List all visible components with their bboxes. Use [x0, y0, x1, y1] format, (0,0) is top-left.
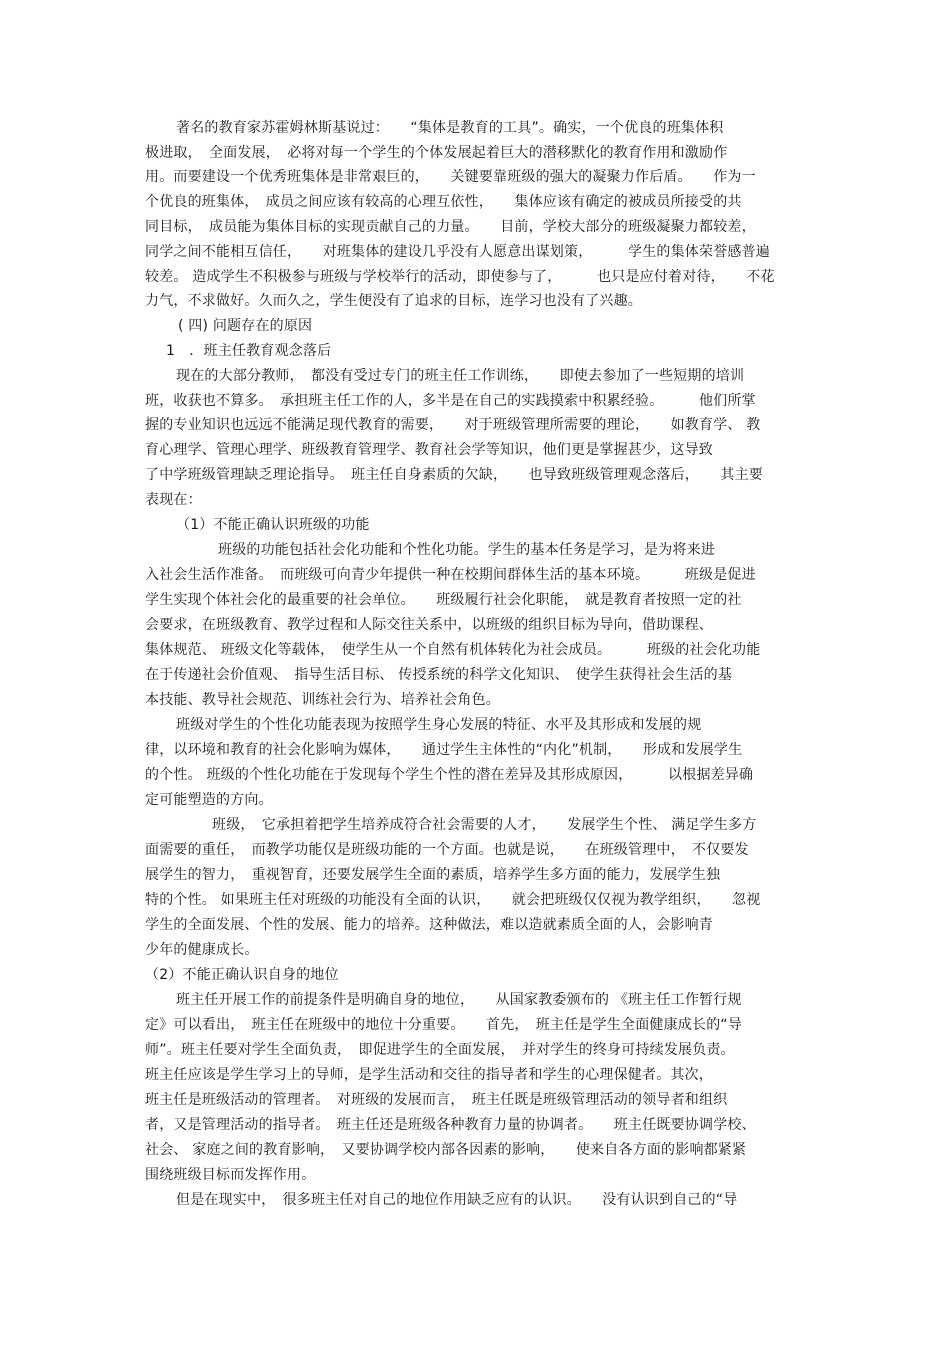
subsection-heading: 1 ．班主任教育观念落后 — [166, 343, 332, 359]
text-line: 本技能、教导社会规范、训练社会行为、培养社会角色。 — [145, 692, 500, 708]
text-line: 了中学班级管理缺乏理论指导。 班主任自身素质的欠缺， 也导致班级管理观念落后， 其主要 — [145, 467, 763, 483]
text-line: 极进取， 全面发展， 必将对每一个学生的个体发展起着巨大的潜移默化的教育作用和激励作 — [145, 145, 728, 161]
text-line: 社会、 家庭之间的教育影响， 又要协调学校内部各因素的影响， 使来自各方面的影响都紧紧 — [145, 1142, 747, 1158]
text-line: 班主任是班级活动的管理者。 对班级的发展而言， 班主任既是班级管理活动的领导者和组织 — [145, 1092, 728, 1108]
text-line: 特的个性。 如果班主任对班级的功能没有全面的认识， 就会把班级仅仅视为教学组织， 忽视 — [145, 892, 761, 908]
text-line: 集体规范、 班级文化等载体， 使学生从一个自然有机体转化为社会成员。 班级的社会化功能 — [145, 642, 761, 658]
text-line: 师”。班主任要对学生全面负责， 即促进学生的全面发展， 并对学生的终身可持续发展负责。 — [145, 1042, 735, 1058]
text-line: 学生实现个体社会化的最重要的社会单位。 班级履行社会化职能， 就是教育者按照一定的社 — [145, 592, 742, 608]
text-line: 入社会生活作准备。 而班级可向青少年提供一种在校期间群体生活的基本环境。 班级是促进 — [145, 567, 756, 583]
text-line: 律，以环境和教育的社会化影响为媒体， 通过学生主体性的“内化”机制， 形成和发展学生 — [145, 742, 743, 758]
text-line: 握的专业知识也远远不能满足现代教育的需要， 对于班级管理所需要的理论， 如教育学、 教 — [145, 417, 761, 433]
text-line: 但是在现实中， 很多班主任对自己的地位作用缺乏应有的认识。 没有认识到自己的“导 — [176, 1192, 738, 1208]
text-line: 展学生的智力， 重视智育，还要发展学生全面的素质，培养学生多方面的能力，发展学生独 — [145, 867, 721, 883]
text-line: 班，收获也不算多。 承担班主任工作的人，多半是在自己的实践摸索中积累经验。 他们所掌 — [145, 393, 756, 409]
text-line: 的个性。 班级的个性化功能在于发现每个学生个性的潜在差异及其形成原因， 以根据差异确 — [145, 767, 754, 783]
text-line: 会要求，在班级教育、教学过程和人际交往关系中，以班级的组织目标为导向，借助课程、 — [145, 617, 713, 633]
text-line: 较差。 造成学生不积极参与班级与学校举行的活动，即使参与了， 也只是应付着对待， 不花 — [145, 269, 775, 285]
subsection-heading: （2）不能正确认识自身的地位 — [145, 967, 339, 983]
text-line: 定可能塑造的方向。 — [145, 792, 273, 808]
text-line: 面需要的重任， 而教学功能仅是班级功能的一个方面。也就是说， 在班级管理中， 不仅要发 — [145, 842, 749, 858]
text-line: 班级的功能包括社会化功能和个性化功能。学生的基本任务是学习，是为将来进 — [218, 542, 715, 558]
text-line: 班主任开展工作的前提条件是明确自身的地位， 从国家教委颁布的 《班主任工作暂行规 — [176, 992, 742, 1008]
text-line: 同目标， 成员能为集体目标的实现贡献自己的力量。 目前，学校大部分的班级凝聚力都较差， — [145, 219, 756, 235]
text-line: 学生的全面发展、个性的发展、能力的培养。这种做法，难以造就素质全面的人，会影响青 — [145, 917, 713, 933]
text-line: 者，又是管理活动的指导者。 班主任还是班级各种教育力量的协调者。 班主任既要协调学校、 — [145, 1117, 756, 1133]
subsection-heading: （1）不能正确认识班级的功能 — [176, 517, 370, 533]
text-line: 用。而要建设一个优秀班集体是非常艰巨的， 关键要靠班级的强大的凝聚力作后盾。 作为一 — [145, 169, 756, 185]
text-line: 育心理学、管理心理学、班级教育管理学、教育社会学等知识，他们更是掌握甚少，这导致 — [145, 442, 713, 458]
text-line: 著名的教育家苏霍姆林斯基说过： “集体是教育的工具”。确实，一个优良的班集体积 — [176, 120, 724, 136]
text-line: 表现在： — [145, 492, 202, 508]
text-line: 力气，不求做好。久而久之，学生便没有了追求的目标，连学习也没有了兴趣。 — [145, 293, 642, 309]
text-line: 在于传递社会价值观、 指导生活目标、 传授系统的科学文化知识、 使学生获得社会生活的基 — [145, 667, 733, 683]
text-line: 班级， 它承担着把学生培养成符合社会需要的人才， 发展学生个性、 满足学生多方 — [212, 817, 757, 833]
text-line: 现在的大部分教师， 都没有受过专门的班主任工作训练， 即使去参加了一些短期的培训 — [176, 368, 745, 384]
text-line: 同学之间不能相互信任， 对班集体的建设几乎没有人愿意出谋划策， 学生的集体荣誉感普遍 — [145, 244, 770, 260]
section-heading: ( 四) 问题存在的原因 — [178, 318, 313, 334]
text-line: 个优良的班集体， 成员之间应该有较高的心理互依性， 集体应该有确定的被成员所接受的共 — [145, 194, 742, 210]
text-line: 班级对学生的个性化功能表现为按照学生身心发展的特征、水平及其形成和发展的规 — [176, 717, 702, 733]
text-line: 少年的健康成长。 — [145, 942, 259, 958]
text-line: 围绕班级目标而发挥作用。 — [145, 1167, 316, 1183]
text-line: 班主任应该是学生学习上的导师，是学生活动和交往的指导者和学生的心理保健者。其次， — [145, 1067, 713, 1083]
text-line: 定》可以看出， 班主任在班级中的地位十分重要。 首先， 班主任是学生全面健康成长的“导 — [145, 1017, 743, 1033]
